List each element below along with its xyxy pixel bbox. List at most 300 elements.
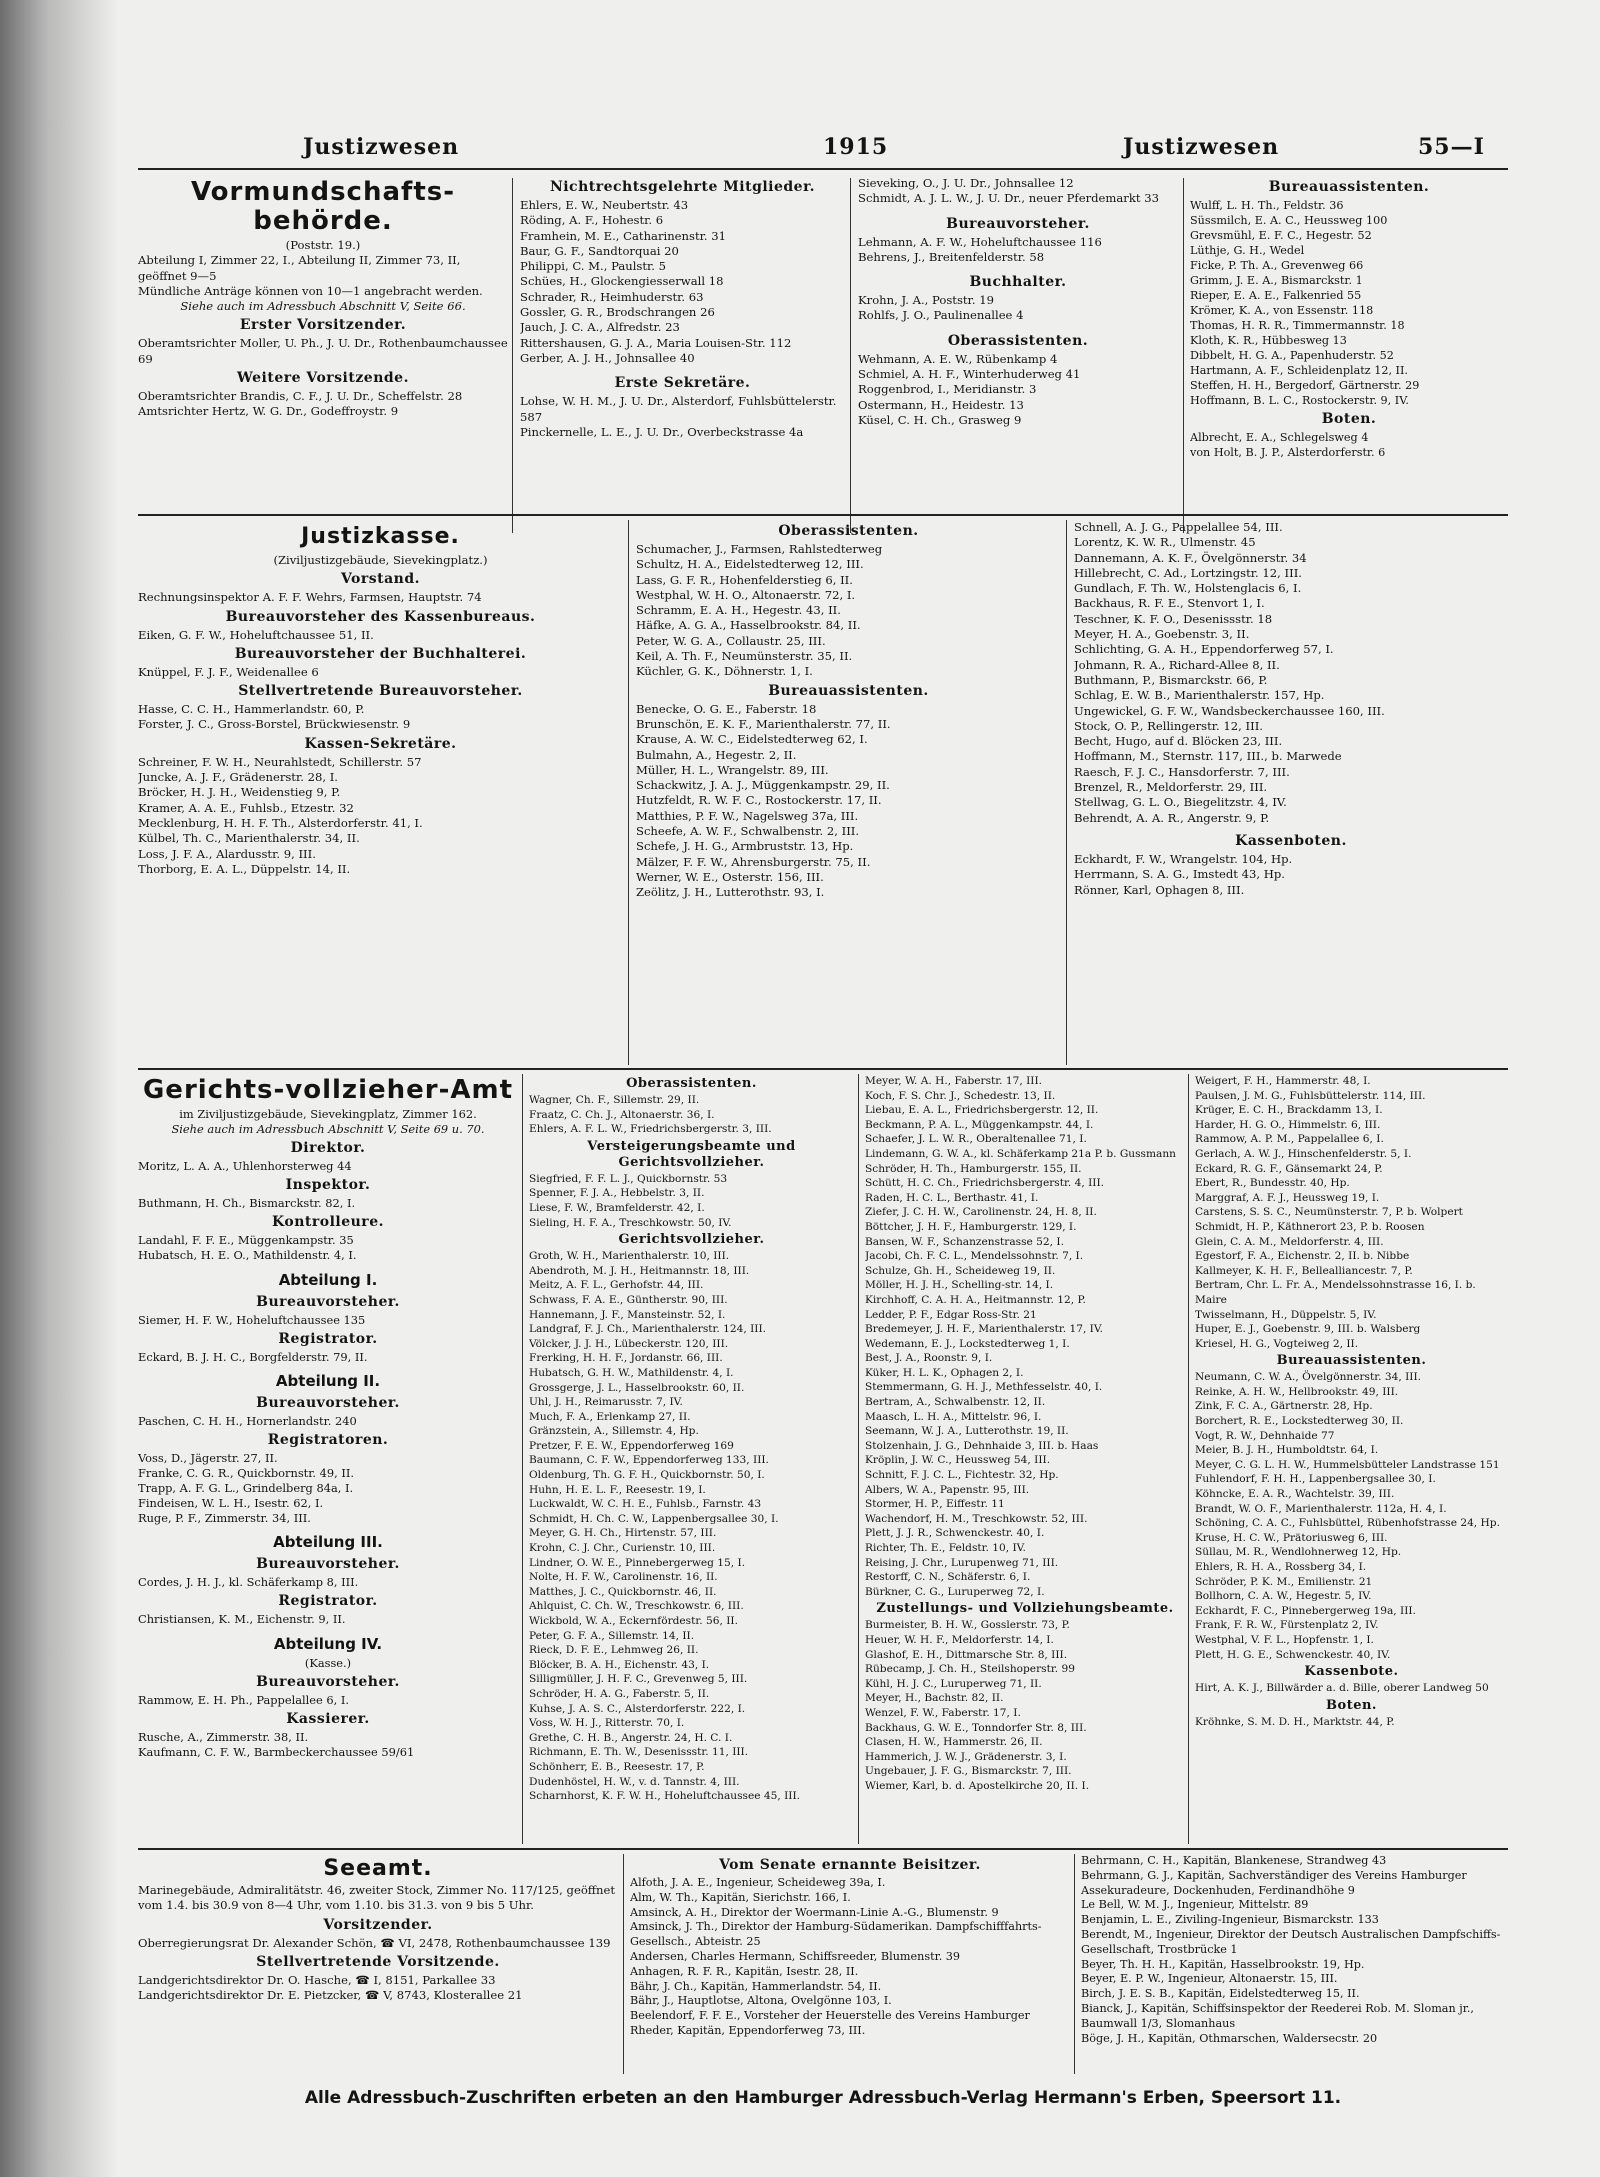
entry: Ebert, R., Bundesstr. 40, Hp. bbox=[1195, 1177, 1350, 1190]
entry: Albers, W. A., Papenstr. 95, III. bbox=[865, 1483, 1030, 1496]
entry: Restorff, C. N., Schäferstr. 6, I. bbox=[865, 1571, 1031, 1584]
entry: Ehlers, A. F. L. W., Friedrichsbergerstr. 3, III. bbox=[529, 1123, 772, 1136]
entry: Heuer, W. H. F., Meldorferstr. 14, I. bbox=[865, 1633, 1054, 1646]
address-note: (Poststr. 19.) bbox=[285, 238, 361, 252]
entry: Bürkner, C. G., Luruperweg 72, I. bbox=[865, 1585, 1045, 1598]
role-heading: Bureauvorsteher. bbox=[256, 1673, 400, 1690]
entry: Ehlers, R. H. A., Rossberg 34, I. bbox=[1195, 1561, 1367, 1573]
entry: Reising, J. Chr., Lurupenweg 71, III. bbox=[865, 1556, 1059, 1569]
entry: Külbel, Th. C., Marienthalerstr. 34, II. bbox=[138, 831, 360, 846]
entry: Findeisen, W. L. H., Isestr. 62, I. bbox=[138, 1496, 324, 1511]
entry: Becht, Hugo, auf d. Blöcken 23, III. bbox=[1074, 734, 1283, 749]
entry: Alfoth, J. A. E., Ingenieur, Scheideweg 39a, I. bbox=[630, 1876, 886, 1889]
entry: Meyer, H., Bachstr. 82, II. bbox=[865, 1692, 1004, 1705]
role-heading: Weitere Vorsitzende. bbox=[237, 370, 409, 387]
entry: Lüthje, G. H., Wedel bbox=[1190, 244, 1305, 257]
entry: Baumann, C. F. W., Eppendorferweg 133, III. bbox=[529, 1454, 769, 1467]
entry: Schmidt, H. Ch. C. W., Lappenbergsallee 30, I. bbox=[529, 1512, 779, 1525]
entry: Birch, J. E. S. B., Kapitän, Eidelstedterweg 15, II. bbox=[1081, 1987, 1360, 2001]
entry: Oberamtsrichter Moller, U. Ph., J. U. Dr., Rothenbaumchaussee 69 bbox=[138, 336, 508, 366]
gv-weigert-block bbox=[1195, 1074, 1508, 1849]
entry: Sieling, H. F. A., Treschkowstr. 50, IV. bbox=[529, 1216, 732, 1229]
entry: Schultz, H. A., Eidelstedterweg 12, III. bbox=[636, 557, 864, 572]
gv-oberassistenten-block bbox=[529, 1074, 854, 1849]
entry: Wulff, L. H. Th., Feldstr. 36 bbox=[1190, 199, 1344, 212]
entry: Buthmann, H. Ch., Bismarckstr. 82, I. bbox=[138, 1196, 356, 1211]
entry: Schlag, E. W. B., Marienthalerstr. 157, Hp. bbox=[1074, 688, 1325, 703]
entry: Zeölitz, J. H., Lutterothstr. 93, I. bbox=[636, 885, 825, 900]
entry: Raden, H. C. L., Berthastr. 41, I. bbox=[865, 1191, 1039, 1204]
address-note: (Kasse.) bbox=[304, 1655, 352, 1670]
entry: Albrecht, E. A., Schlegelsweg 4 bbox=[1190, 431, 1369, 444]
entry: Alm, W. Th., Kapitän, Sierichstr. 166, I. bbox=[630, 1890, 851, 1904]
entry: Seemann, W. J. A., Lutterothstr. 19, II. bbox=[865, 1425, 1069, 1438]
header-right-title: Justizwesen bbox=[1123, 134, 1280, 160]
entry: Matthes, J. C., Quickbornstr. 46, II. bbox=[529, 1585, 717, 1598]
section-rule bbox=[138, 514, 1508, 516]
entry: Kühl, H. J. C., Luruperweg 71, II. bbox=[865, 1677, 1042, 1690]
entry: Bröcker, H. J. H., Weidenstieg 9, P. bbox=[138, 785, 341, 800]
entry: Bollhorn, C. A. W., Hegestr. 5, IV. bbox=[1195, 1590, 1372, 1603]
entry: Paschen, C. H. H., Hornerlandstr. 240 bbox=[138, 1413, 357, 1428]
entry: Bähr, J., Hauptlotse, Altona, Ovelgönne 103, I. bbox=[630, 1994, 892, 2008]
entry: Hubatsch, G. H. W., Mathildenstr. 4, I. bbox=[529, 1366, 734, 1379]
entry: Westphal, V. F. L., Hopfenstr. 1, I. bbox=[1195, 1633, 1374, 1646]
address-note: im Ziviljustizgebäude, Sievekingplatz, Zimmer 162. bbox=[179, 1107, 477, 1121]
entry: Wedemann, E. J., Lockstedterweg 1, I. bbox=[865, 1337, 1070, 1350]
role-heading: Registrator. bbox=[278, 1593, 378, 1610]
role-heading: Stellvertretende Vorsitzende. bbox=[256, 1953, 500, 1970]
entry: Peter, G. F. A., Sillemstr. 14, II. bbox=[529, 1629, 695, 1642]
entry: Jacobi, Ch. F. C. L., Mendelssohnstr. 7, I. bbox=[865, 1250, 1084, 1263]
role-heading: Oberassistenten. bbox=[778, 523, 919, 539]
entry: Vogt, R. W., Dehnhaide 77 bbox=[1195, 1429, 1335, 1442]
role-heading: Registratoren. bbox=[267, 1431, 389, 1448]
entry: Koch, F. S. Chr. J., Schedestr. 13, II. bbox=[865, 1089, 1056, 1102]
role-heading: Vorsitzender. bbox=[323, 1916, 433, 1933]
role-heading: Bureauvorsteher. bbox=[256, 1394, 400, 1411]
entry: Oldenburg, Th. G. F. H., Quickbornstr. 50, I. bbox=[529, 1469, 765, 1482]
column-divider bbox=[850, 178, 851, 533]
entry: Rohlfs, J. O., Paulinenallee 4 bbox=[858, 308, 1024, 323]
entry: Müller, H. L., Wrangelstr. 89, III. bbox=[636, 762, 829, 777]
entry: Benecke, O. G. E., Faberstr. 18 bbox=[636, 701, 817, 716]
entry: Völcker, J. J. H., Lübeckerstr. 120, III. bbox=[529, 1337, 729, 1350]
column-divider bbox=[1074, 1854, 1075, 2074]
role-heading: Bureauvorsteher. bbox=[256, 1556, 400, 1573]
column-divider bbox=[1066, 520, 1067, 1065]
entry: Fuhlendorf, F. H. H., Lappenbergsallee 30, I. bbox=[1195, 1473, 1436, 1486]
entry: Siegfried, F. F. L. J., Quickbornstr. 53 bbox=[529, 1172, 728, 1185]
entry: Schreiner, F. W. H., Neurahlstedt, Schillerstr. 57 bbox=[138, 754, 422, 769]
entry: Steffen, H. H., Bergedorf, Gärtnerstr. 29 bbox=[1190, 379, 1420, 392]
entry: Eiken, G. F. W., Hoheluftchaussee 51, II. bbox=[138, 627, 374, 642]
kasse-right-block bbox=[1074, 520, 1508, 1080]
entry: Gerber, A. J. H., Johnsallee 40 bbox=[520, 350, 695, 365]
entry: Meier, B. J. H., Humboldtstr. 64, I. bbox=[1195, 1444, 1379, 1457]
cross-reference: Siehe auch im Adressbuch Abschnitt V, Seite 66. bbox=[180, 299, 466, 314]
entry: Hasse, C. C. H., Hammerlandstr. 60, P. bbox=[138, 702, 365, 717]
entry: Anhagen, R. F. R., Kapitän, Isestr. 28, II. bbox=[630, 1964, 859, 1978]
entry: Lindner, O. W. E., Pinnebergerweg 15, I. bbox=[529, 1556, 746, 1569]
entry: Kriesel, H. G., Vogteiweg 2, II. bbox=[1195, 1337, 1359, 1350]
entry: Krüger, E. C. H., Brackdamm 13, I. bbox=[1195, 1104, 1383, 1117]
entry: Schmidt, A. J. L. W., J. U. Dr., neuer Pferdemarkt 33 bbox=[858, 191, 1159, 206]
entry: Grimm, J. E. A., Bismarckstr. 1 bbox=[1190, 274, 1363, 287]
entry: Plett, J. J. R., Schwenckestr. 40, I. bbox=[865, 1527, 1045, 1540]
section-heading: Gerichts-vollzieher-Amt bbox=[142, 1075, 514, 1105]
role-heading: Kontrolleure. bbox=[272, 1214, 384, 1231]
entry: Blöcker, B. A. H., Eichenstr. 43, I. bbox=[529, 1658, 710, 1671]
entry: Rönner, Karl, Ophagen 8, III. bbox=[1074, 882, 1245, 897]
page-header bbox=[138, 128, 1508, 170]
entry: Landgerichtsdirektor Dr. O. Hasche, ☎ I, 8151, Parkallee 33 bbox=[138, 1972, 496, 1987]
entry: Wiemer, Karl, b. d. Apostelkirche 20, II. I. bbox=[865, 1779, 1090, 1792]
entry: Gränzstein, A., Sillemstr. 4, Hp. bbox=[529, 1425, 699, 1438]
entry: Werner, W. E., Osterstr. 156, III. bbox=[636, 869, 824, 884]
entry: Kirchhoff, C. A. H. A., Heitmannstr. 12, P. bbox=[865, 1293, 1086, 1306]
entry: Richter, Th. E., Feldstr. 10, IV. bbox=[865, 1542, 1026, 1554]
entry: Glein, C. A. M., Meldorferstr. 4, III. bbox=[1195, 1235, 1384, 1248]
entry: Hoffmann, B. L. C., Rostockerstr. 9, IV. bbox=[1190, 394, 1409, 407]
entry: Möller, H. J. H., Schelling-str. 14, I. bbox=[865, 1279, 1054, 1292]
entry: Lorentz, K. W. R., Ulmenstr. 45 bbox=[1074, 535, 1256, 550]
entry: Raesch, F. J. C., Hansdorferstr. 7, III. bbox=[1074, 764, 1290, 779]
entry: Kuhse, J. A. S. C., Alsterdorferstr. 222, I. bbox=[529, 1702, 746, 1715]
entry: Beckmann, P. A. L., Müggenkampstr. 44, I. bbox=[865, 1118, 1094, 1131]
entry: Landgerichtsdirektor Dr. E. Pietzcker, ☎ V, 8743, Klosterallee 21 bbox=[138, 1988, 523, 2003]
department-heading: Abteilung II. bbox=[275, 1371, 381, 1390]
page-footer: Alle Adressbuch-Zuschriften erbeten an den Hamburger Adressbuch-Verlag Hermann's Erben, Speersort 11. bbox=[304, 2088, 1342, 2108]
entry: Ostermann, H., Heidestr. 13 bbox=[858, 397, 1024, 412]
entry: Häfke, A. G. A., Hasselbrookstr. 84, II. bbox=[636, 618, 861, 633]
entry: Küsel, C. H. Ch., Grasweg 9 bbox=[858, 412, 1022, 427]
entry: Andersen, Charles Hermann, Schiffsreeder, Blumenstr. 39 bbox=[630, 1949, 961, 1963]
role-heading: Direktor. bbox=[290, 1140, 366, 1157]
entry: Rieper, E. A. E., Falkenried 55 bbox=[1190, 289, 1362, 302]
gerichtsvollzieher-block bbox=[138, 1074, 518, 1862]
entry: Voss, W. H. J., Ritterstr. 70, I. bbox=[529, 1717, 685, 1730]
page-number: 55—I bbox=[1418, 134, 1485, 160]
entry: Lass, G. F. R., Hohenfelderstieg 6, II. bbox=[636, 572, 853, 587]
entry: Schumacher, J., Farmsen, Rahlstedterweg bbox=[636, 542, 883, 556]
entry: Oberamtsrichter Brandis, C. F., J. U. Dr., Scheffelstr. 28 bbox=[138, 389, 463, 404]
entry: Huper, E. J., Goebenstr. 9, III. b. Walsberg bbox=[1195, 1323, 1421, 1336]
entry: Marggraf, A. F. J., Heussweg 19, I. bbox=[1195, 1191, 1380, 1204]
entry: Benjamin, L. E., Ziviling-Ingenieur, Bismarckstr. 133 bbox=[1081, 1913, 1379, 1927]
entry: Stormer, H. P., Eiffestr. 11 bbox=[865, 1498, 1005, 1511]
entry: Zink, F. C. A., Gärtnerstr. 28, Hp. bbox=[1195, 1400, 1373, 1413]
entry: Rübecamp, J. Ch. H., Steilshoperstr. 99 bbox=[865, 1663, 1075, 1676]
entry: Hannemann, J. F., Mansteinstr. 52, I. bbox=[529, 1308, 726, 1321]
entry: Loss, J. F. A., Alardusstr. 9, III. bbox=[138, 846, 316, 861]
kasse-oberassistenten-block bbox=[636, 520, 1061, 1080]
role-heading: Kassenboten. bbox=[1235, 832, 1347, 849]
entry: Schefe, J. H. G., Armbruststr. 13, Hp. bbox=[636, 839, 854, 854]
entry: Küchler, G. K., Döhnerstr. 1, I. bbox=[636, 664, 813, 679]
entry: Ehlers, E. W., Neubertstr. 43 bbox=[520, 198, 689, 212]
office-note: Mündliche Anträge können von 10—1 angebracht werden. bbox=[138, 283, 483, 298]
entry: Bähr, J. Ch., Kapitän, Hammerlandstr. 54, II. bbox=[630, 1979, 882, 1993]
sieveking-block bbox=[858, 176, 1178, 536]
entry: Wagner, Ch. F., Sillemstr. 29, II. bbox=[529, 1094, 700, 1106]
column-divider bbox=[1183, 178, 1184, 533]
entry: Krohn, J. A., Poststr. 19 bbox=[858, 293, 994, 308]
entry: Kramer, A. A. E., Fuhlsb., Etzestr. 32 bbox=[138, 800, 354, 815]
role-heading: Bureauvorsteher. bbox=[946, 215, 1090, 232]
entry: Wickbold, W. A., Eckernfördestr. 56, II. bbox=[529, 1615, 738, 1627]
entry: Amsinck, A. H., Direktor der Woermann-Linie A.-G., Blumenstr. 9 bbox=[630, 1905, 999, 1919]
entry: Behrmann, C. H., Kapitän, Blankenese, Strandweg 43 bbox=[1081, 1854, 1387, 1867]
entry: Sieveking, O., J. U. Dr., Johnsallee 12 bbox=[858, 176, 1074, 190]
entry: Bulmahn, A., Hegestr. 2, II. bbox=[636, 747, 797, 762]
entry: Brunschön, E. K. F., Marienthalerstr. 77, II. bbox=[636, 716, 891, 731]
entry: Maasch, L. H. A., Mittelstr. 96, I. bbox=[865, 1410, 1042, 1423]
entry: Hirt, A. K. J., Billwärder a. d. Bille, oberer Landweg 50 bbox=[1195, 1682, 1489, 1695]
entry: Landgraf, F. J. Ch., Marienthalerstr. 124, III. bbox=[529, 1323, 767, 1336]
entry: Schaefer, J. L. W. R., Oberaltenallee 71, I. bbox=[865, 1133, 1087, 1146]
header-left-title: Justizwesen bbox=[303, 134, 460, 160]
entry: Lehmann, A. F. W., Hoheluftchaussee 116 bbox=[858, 234, 1102, 249]
entry: Clasen, H. W., Hammerstr. 26, II. bbox=[865, 1736, 1043, 1749]
entry: Johmann, R. A., Richard-Allee 8, II. bbox=[1074, 657, 1280, 672]
entry: Eckhardt, F. W., Wrangelstr. 104, Hp. bbox=[1074, 851, 1293, 866]
role-heading: Erste Sekretäre. bbox=[614, 375, 751, 392]
entry: Meyer, H. A., Goebenstr. 3, II. bbox=[1074, 627, 1250, 642]
entry: Hartmann, A. F., Schleidenplatz 12, II. bbox=[1190, 364, 1408, 377]
entry: Schröder, H. Th., Hamburgerstr. 155, II. bbox=[865, 1162, 1082, 1175]
beisitzer-block bbox=[630, 1854, 1070, 2082]
entry: Frank, F. R. W., Fürstenplatz 2, IV. bbox=[1195, 1619, 1379, 1632]
entry: Ungebauer, J. F. G., Bismarckstr. 7, III. bbox=[865, 1765, 1072, 1778]
entry: Schröder, H. A. G., Faberstr. 5, II. bbox=[529, 1687, 710, 1700]
entry: Amtsrichter Hertz, W. G. Dr., Godeffroystr. 9 bbox=[138, 404, 399, 419]
entry: Much, F. A., Erlenkamp 27, II. bbox=[529, 1410, 691, 1423]
entry: Bansen, W. F., Schanzenstrasse 52, I. bbox=[865, 1235, 1064, 1248]
entry: Stemmermann, G. H. J., Methfesselstr. 40, I. bbox=[865, 1381, 1103, 1394]
entry: Meitz, A. F. L., Gerhofstr. 44, III. bbox=[529, 1279, 704, 1292]
entry: Kaufmann, C. F. W., Barmbeckerchaussee 59/61 bbox=[138, 1744, 415, 1759]
entry: Harder, H. G. O., Himmelstr. 6, III. bbox=[1195, 1118, 1381, 1131]
entry: Stellwag, G. L. O., Biegelitzstr. 4, IV. bbox=[1074, 795, 1287, 810]
entry: von Holt, B. J. P., Alsterdorferstr. 6 bbox=[1190, 446, 1386, 459]
entry: Eckard, B. J. H. C., Borgfelderstr. 79, II. bbox=[138, 1349, 368, 1364]
department-heading: Abteilung IV. bbox=[273, 1634, 383, 1653]
entry: Best, J. A., Roonstr. 9, I. bbox=[865, 1352, 993, 1365]
role-heading: Nichtrechtsgelehrte Mitglieder. bbox=[549, 179, 816, 195]
department-heading: Abteilung I. bbox=[278, 1270, 378, 1289]
entry: Süssmilch, E. A. C., Heussweg 100 bbox=[1190, 214, 1388, 227]
entry: Plett, H. G. E., Schwenckestr. 40, IV. bbox=[1195, 1648, 1391, 1661]
role-heading: Bureauassistenten. bbox=[1276, 1353, 1427, 1369]
entry: Oberregierungsrat Dr. Alexander Schön, ☎ VI, 2478, Rothenbaumchaussee 139 bbox=[138, 1935, 611, 1950]
entry: Böge, J. H., Kapitän, Othmarschen, Waldersecstr. 20 bbox=[1081, 2031, 1378, 2045]
entry: Forster, J. C., Gross-Borstel, Brückwiesenstr. 9 bbox=[138, 717, 411, 732]
entry: Nolte, H. F. W., Carolinenstr. 16, II. bbox=[529, 1571, 718, 1584]
entry: Herrmann, S. A. G., Imstedt 43, Hp. bbox=[1074, 867, 1285, 882]
column-divider bbox=[858, 1074, 859, 1844]
column-divider bbox=[628, 520, 629, 1065]
entry: Huhn, H. E. L. F., Reesestr. 19, I. bbox=[529, 1483, 706, 1496]
role-heading: Stellvertretende Bureauvorsteher. bbox=[238, 683, 523, 700]
address-note: (Ziviljustizgebäude, Sievekingplatz.) bbox=[273, 553, 488, 567]
entry: Ruge, P. F., Zimmerstr. 34, III. bbox=[138, 1511, 311, 1526]
entry: Stolzenhain, J. G., Dehnhaide 3, III. b. Haas bbox=[865, 1439, 1099, 1452]
entry: Beelendorf, F. F. E., Vorsteher der Heuerstelle des Vereins Hamburger Rheder, Kapitän, Eppendorferweg 73, III. bbox=[630, 2009, 1030, 2037]
entry: Gossler, G. R., Brodschrangen 26 bbox=[520, 305, 715, 320]
seeamt-block bbox=[138, 1854, 618, 2082]
role-heading: Bureauvorsteher des Kassenbureaus. bbox=[225, 608, 536, 625]
entry: Egestorf, F. A., Eichenstr. 2, II. b. Nibbe bbox=[1195, 1250, 1410, 1263]
entry: Ziefer, J. C. H. W., Carolinenstr. 24, H. 8, II. bbox=[865, 1206, 1097, 1219]
entry: Grethe, C. H. B., Angerstr. 24, H. C. I. bbox=[529, 1731, 733, 1744]
entry: Grossgerge, J. L., Hasselbrookstr. 60, II. bbox=[529, 1381, 745, 1394]
entry: Ledder, P. F., Edgar Ross-Str. 21 bbox=[865, 1308, 1037, 1321]
entry: Borchert, R. E., Lockstedterweg 30, II. bbox=[1195, 1415, 1404, 1428]
entry: Rammow, A. P. M., Pappelallee 6, I. bbox=[1195, 1133, 1384, 1146]
section-heading: Seeamt. bbox=[323, 1856, 433, 1881]
entry: Framhein, M. E., Catharinenstr. 31 bbox=[520, 228, 726, 243]
entry: Neumann, C. W. A., Övelgönnerstr. 34, III. bbox=[1195, 1371, 1422, 1384]
entry: Gerlach, A. W. J., Hinschenfelderstr. 5, I. bbox=[1195, 1147, 1412, 1160]
entry: Eckard, R. G. F., Gänsemarkt 24, P. bbox=[1195, 1162, 1383, 1175]
entry: Burmeister, B. H. W., Gosslerstr. 73, P. bbox=[865, 1619, 1070, 1632]
role-heading: Versteigerungsbeamte und Gerichtsvollzieher. bbox=[587, 1138, 796, 1170]
entry: Gundlach, F. Th. W., Holstenglacis 6, I. bbox=[1074, 581, 1302, 596]
entry: Mälzer, F. F. W., Ahrensburgerstr. 75, II. bbox=[636, 854, 871, 869]
department-heading: Abteilung III. bbox=[273, 1533, 383, 1552]
justizkasse-block bbox=[138, 520, 623, 1080]
entry: Behrens, J., Breitenfelderstr. 58 bbox=[858, 249, 1045, 264]
entry: Amsinck, J. Th., Direktor der Hamburg-Südamerikan. Dampfschifffahrts-Gesellsch., Abteistr. 25 bbox=[630, 1920, 1042, 1949]
role-heading: Bureauassistenten. bbox=[1268, 179, 1430, 195]
entry: Ficke, P. Th. A., Grevenweg 66 bbox=[1190, 259, 1364, 272]
entry: Abendroth, M. J. H., Heitmannstr. 18, III. bbox=[529, 1264, 750, 1277]
section-heading: Justizkasse. bbox=[301, 524, 460, 549]
entry: Schönherr, E. B., Reesestr. 17, P. bbox=[529, 1760, 705, 1773]
entry: Scheefe, A. W. F., Schwalbenstr. 2, III. bbox=[636, 824, 860, 839]
entry: Meyer, C. G. L. H. W., Hummelsbütteler Landstrasse 151 bbox=[1195, 1458, 1500, 1471]
entry: Küker, H. L. K., Ophagen 2, I. bbox=[865, 1366, 1024, 1379]
entry: Schnell, A. J. G., Pappelallee 54, III. bbox=[1074, 520, 1283, 534]
entry: Rusche, A., Zimmerstr. 38, II. bbox=[138, 1729, 309, 1744]
vormundschaft-block bbox=[138, 176, 508, 536]
entry: Schmidt, H. P., Käthnerort 23, P. b. Roosen bbox=[1195, 1220, 1425, 1233]
entry: Uhl, J. H., Reimarusstr. 7, IV. bbox=[529, 1396, 683, 1409]
bureauassistenten-block bbox=[1190, 176, 1508, 536]
role-heading: Inspektor. bbox=[285, 1177, 371, 1194]
gv-meyer-block bbox=[865, 1074, 1185, 1849]
entry: Stock, O. P., Rellingerstr. 12, III. bbox=[1074, 718, 1263, 733]
entry: Schwass, F. A. E., Güntherstr. 90, III. bbox=[529, 1293, 728, 1306]
entry: Le Bell, W. M. J., Ingenieur, Mittelstr. 89 bbox=[1081, 1898, 1309, 1912]
entry: Brandt, W. O. F., Marienthalerstr. 112a, H. 4, I. bbox=[1195, 1502, 1447, 1515]
entry: Schmiel, A. H. F., Winterhuderweg 41 bbox=[858, 367, 1081, 382]
entry: Landahl, F. F. E., Müggenkampstr. 35 bbox=[138, 1233, 354, 1248]
directory-page bbox=[138, 128, 1508, 2108]
column-divider bbox=[623, 1854, 624, 2074]
entry: Beyer, E. P. W., Ingenieur, Altonaerstr. 15, III. bbox=[1081, 1972, 1338, 1986]
entry: Rittershausen, G. J. A., Maria Louisen-Str. 112 bbox=[520, 335, 792, 350]
entry: Kloth, K. R., Hübbesweg 13 bbox=[1190, 334, 1347, 347]
role-heading: Registrator. bbox=[278, 1330, 378, 1347]
entry: Trapp, A. F. G. L., Grindelberg 84a, I. bbox=[138, 1481, 354, 1496]
entry: Luckwaldt, W. C. H. E., Fuhlsb., Farnstr. 43 bbox=[529, 1498, 762, 1511]
entry: Richmann, E. Th. W., Desenissstr. 11, III. bbox=[529, 1746, 749, 1759]
nichtrechtsgelehrte-block bbox=[520, 176, 845, 536]
entry: Krohn, C. J. Chr., Curienstr. 10, III. bbox=[529, 1542, 716, 1555]
entry: Philippi, C. M., Paulstr. 5 bbox=[520, 259, 667, 274]
entry: Krömer, K. A., von Essenstr. 118 bbox=[1190, 304, 1374, 317]
entry: Wachendorf, H. M., Treschkowstr. 52, III. bbox=[865, 1512, 1088, 1525]
role-heading: Oberassistenten. bbox=[947, 332, 1089, 349]
entry: Carstens, S. S. C., Neumünsterstr. 7, P. b. Wolpert bbox=[1195, 1206, 1463, 1219]
entry: Moritz, L. A. A., Uhlenhorsterweg 44 bbox=[138, 1159, 352, 1174]
entry: Baur, G. F., Sandtorquai 20 bbox=[520, 243, 679, 258]
entry: Hubatsch, H. E. O., Mathildenstr. 4, I. bbox=[138, 1248, 357, 1263]
role-heading: Boten. bbox=[1321, 411, 1377, 427]
entry: Hammerich, J. W. J., Grädenerstr. 3, I. bbox=[865, 1750, 1067, 1763]
entry: Hoffmann, M., Sternstr. 117, III., b. Marwede bbox=[1074, 749, 1342, 764]
entry: Hillebrecht, C. Ad., Lortzingstr. 12, III. bbox=[1074, 565, 1302, 580]
entry: Röding, A. F., Hohestr. 6 bbox=[520, 213, 664, 228]
entry: Schütt, H. C. Ch., Friedrichsbergerstr. 4, III. bbox=[865, 1177, 1105, 1190]
entry: Grevsmühl, E. F. C., Hegestr. 52 bbox=[1190, 229, 1372, 242]
entry: Voss, D., Jägerstr. 27, II. bbox=[138, 1450, 278, 1465]
entry: Schnitt, F. J. C. L., Fichtestr. 32, Hp. bbox=[865, 1469, 1059, 1482]
role-heading: Bureauvorsteher der Buchhalterei. bbox=[234, 645, 527, 662]
office-hours: Abteilung I, Zimmer 22, I., Abteilung II, Zimmer 73, II, geöffnet 9—5 bbox=[138, 253, 461, 283]
entry: Rammow, E. H. Ph., Pappelallee 6, I. bbox=[138, 1692, 350, 1707]
entry: Meyer, G. H. Ch., Hirtenstr. 57, III. bbox=[529, 1527, 717, 1540]
header-year: 1915 bbox=[823, 134, 889, 160]
entry: Meyer, W. A. H., Faberstr. 17, III. bbox=[865, 1075, 1043, 1087]
entry: Bianck, J., Kapitän, Schiffsinspektor der Reederei Rob. M. Sloman jr., Baumwall 1/3, Slomanhaus bbox=[1081, 2001, 1474, 2030]
entry: Cordes, J. H. J., kl. Schäferkamp 8, III. bbox=[138, 1575, 359, 1590]
entry: Groth, W. H., Marienthalerstr. 10, III. bbox=[529, 1250, 730, 1263]
entry: Wehmann, A. E. W., Rübenkamp 4 bbox=[858, 351, 1058, 366]
entry: Peter, W. G. A., Collaustr. 25, III. bbox=[636, 633, 826, 648]
entry: Kallmeyer, K. H. F., Bellealliancestr. 7, P. bbox=[1195, 1264, 1413, 1277]
cross-reference: Siehe auch im Adressbuch Abschnitt V, Seite 69 u. 70. bbox=[171, 1122, 485, 1137]
entry: Hutzfeldt, R. W. F. C., Rostockerstr. 17, II. bbox=[636, 793, 882, 808]
section-rule bbox=[138, 1068, 1508, 1070]
entry: Krause, A. W. C., Eidelstedterweg 62, I. bbox=[636, 732, 868, 747]
entry: Franke, C. G. R., Quickbornstr. 49, II. bbox=[138, 1465, 355, 1480]
entry: Dibbelt, H. G. A., Papenhuderstr. 52 bbox=[1190, 349, 1394, 362]
entry: Schulze, Gh. H., Scheideweg 19, II. bbox=[865, 1264, 1056, 1277]
book-binding-shadow bbox=[0, 0, 118, 2177]
entry: Silligmüller, J. H. F. C., Grevenweg 5, III. bbox=[529, 1673, 748, 1686]
entry: Beyer, Th. H. H., Kapitän, Hasselbrookstr. 19, Hp. bbox=[1081, 1957, 1365, 1971]
role-heading: Kassen-Sekretäre. bbox=[304, 735, 457, 752]
role-heading: Kassierer. bbox=[286, 1710, 370, 1727]
entry: Böttcher, J. H. F., Hamburgerstr. 129, I. bbox=[865, 1220, 1077, 1233]
entry: Thomas, H. R. R., Timmermannstr. 18 bbox=[1190, 319, 1405, 332]
entry: Frerking, H. H. F., Jordanstr. 66, III. bbox=[529, 1352, 723, 1365]
entry: Schöning, C. A. C., Fuhlsbüttel, Rübenhofstrasse 24, Hp. bbox=[1195, 1517, 1500, 1530]
entry: Pretzer, F. E. W., Eppendorferweg 169 bbox=[529, 1439, 734, 1452]
entry: Schackwitz, J. A. J., Müggenkampstr. 29, II. bbox=[636, 778, 890, 793]
entry: Reinke, A. H. W., Hellbrookstr. 49, III. bbox=[1195, 1385, 1399, 1398]
role-heading: Buchhalter. bbox=[969, 274, 1067, 291]
entry: Siemer, H. F. W., Hoheluftchaussee 135 bbox=[138, 1312, 366, 1327]
role-heading: Zustellungs- und Vollziehungsbeamte. bbox=[876, 1601, 1174, 1617]
entry: Lohse, W. H. M., J. U. Dr., Alsterdorf, Fuhlsbüttelerstr. 587 bbox=[520, 394, 837, 424]
entry: Thorborg, E. A. L., Düppelstr. 14, II. bbox=[138, 861, 351, 876]
role-heading: Erster Vorsitzender. bbox=[239, 317, 407, 334]
entry: Weigert, F. H., Hammerstr. 48, I. bbox=[1195, 1075, 1371, 1087]
